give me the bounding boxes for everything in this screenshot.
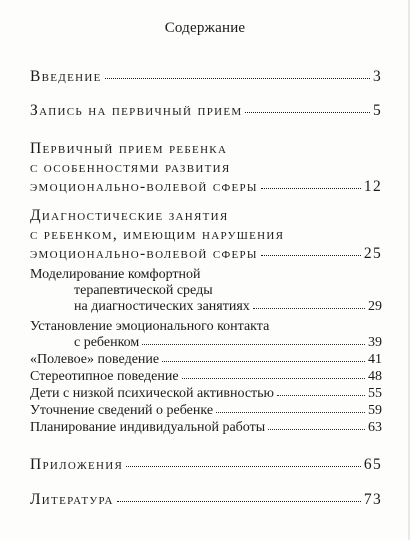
toc-line [30, 206, 382, 225]
toc-entry-label: эмоционально-волевой сферы [30, 178, 258, 195]
page-title: Содержание [164, 20, 246, 36]
dot-leader [253, 300, 365, 309]
dot-leader [245, 104, 369, 114]
toc-entry-literature [30, 490, 382, 509]
toc-entry-label: Литература [30, 491, 114, 508]
toc-line [30, 319, 382, 335]
toc-entry-label: Дети с низкой психической активностью [30, 386, 275, 401]
dot-leader [162, 353, 365, 362]
toc-entry-field-behavior [30, 352, 382, 368]
toc-page-number: 12 [363, 178, 382, 195]
toc-entry-diagnostic-sessions [30, 206, 382, 263]
toc-page-number: 65 [363, 456, 382, 473]
toc-line [30, 101, 382, 120]
toc-entry-low-activity-children [30, 386, 382, 402]
toc-line [30, 267, 382, 283]
toc-line [30, 139, 382, 158]
toc-line [30, 403, 382, 419]
toc-line [30, 369, 382, 385]
toc-entry-label: Запись на первичный прием [30, 102, 243, 119]
toc-line [30, 244, 382, 263]
toc-entry-introduction [30, 67, 382, 86]
toc-entry-modeling-environment [30, 267, 382, 315]
dot-leader [277, 387, 365, 396]
toc-entry-label: Стереотипное поведение [30, 369, 179, 384]
toc-entry-label: Диагностические занятия [30, 207, 229, 224]
dot-leader [261, 180, 361, 190]
toc-entry-label: Введение [30, 68, 102, 85]
toc-line [30, 283, 382, 299]
toc-line [30, 225, 382, 244]
dot-leader [117, 493, 361, 503]
toc-page-number: 29 [368, 299, 382, 314]
toc-entry-stereotypic-behavior [30, 369, 382, 385]
toc-line [30, 420, 382, 436]
toc-entry-label: Приложения [30, 456, 124, 473]
toc-entry-label: Первичный прием ребенка [30, 140, 228, 157]
toc-line [30, 335, 382, 351]
toc-page-number: 39 [368, 335, 382, 350]
dot-leader [268, 421, 365, 430]
toc-entry-label: с особенностями развития [30, 159, 231, 176]
toc-line [30, 67, 382, 86]
toc-page-number: 48 [368, 369, 382, 384]
toc-line [30, 158, 382, 177]
dot-leader [216, 404, 365, 413]
toc-entry-label: «Полевое» поведение [30, 352, 160, 367]
toc-line [30, 352, 382, 368]
toc-line [30, 177, 382, 196]
toc-entry-label: с ребенком [74, 335, 140, 350]
dot-leader [142, 336, 365, 345]
toc-page-number: 5 [372, 102, 382, 119]
toc-entry-label: на диагностических занятиях [74, 299, 250, 314]
toc-line [30, 490, 382, 509]
toc-line [30, 386, 382, 402]
toc-page-number: 25 [363, 245, 382, 262]
toc-entry-appendices [30, 455, 382, 474]
toc-entry-emotional-contact [30, 319, 382, 351]
dot-leader [182, 370, 365, 379]
toc-page-number: 41 [368, 352, 382, 367]
dot-leader [126, 458, 361, 468]
toc-line [30, 455, 382, 474]
toc-page-number: 59 [368, 403, 382, 418]
dot-leader [105, 70, 370, 80]
toc-entry-label: с ребенком, имеющим нарушения [30, 226, 285, 243]
toc-entry-label: Моделирование комфортной [30, 267, 201, 282]
toc-entry-label: Планирование индивидуальной работы [30, 420, 266, 435]
toc-entry-first-appointment [30, 139, 382, 196]
toc-entry-label: Уточнение сведений о ребенке [30, 403, 214, 418]
toc-entry-individual-planning [30, 420, 382, 436]
toc-page-number: 55 [368, 386, 382, 401]
dot-leader [261, 247, 361, 257]
toc-entry-first-appointment-record [30, 101, 382, 120]
toc-page-number: 63 [368, 420, 382, 435]
toc-entry-label: Установление эмоционального контакта [30, 319, 270, 334]
toc-page-number: 3 [372, 68, 382, 85]
toc-entry-clarifying-info [30, 403, 382, 419]
toc-line [30, 299, 382, 315]
toc-entry-label: эмоционально-волевой сферы [30, 245, 258, 262]
toc-page-number: 73 [363, 491, 382, 508]
toc-entry-label: терапевтической среды [74, 283, 213, 298]
